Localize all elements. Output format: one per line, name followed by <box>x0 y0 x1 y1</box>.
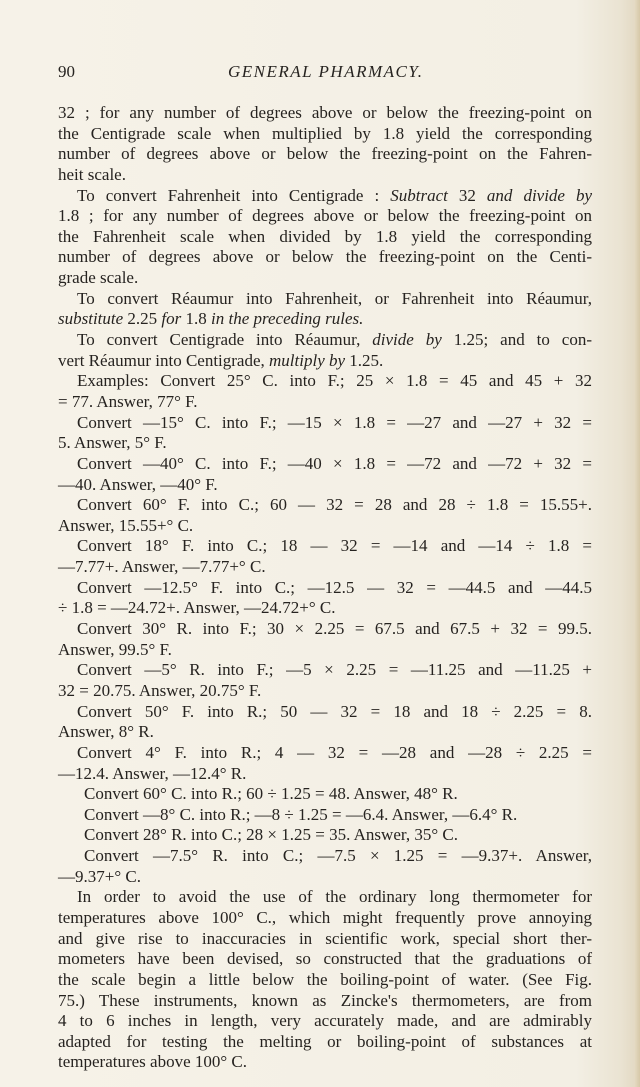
page-edge <box>634 0 640 1087</box>
text-line: temperatures above 100° C., which might frequently prove annoying <box>58 907 592 927</box>
example-line: 5. Answer, 5° F. <box>58 433 167 453</box>
text-line: vert Réaumur into Centigrade, multiply by 1.25. <box>58 350 384 370</box>
text-line: In order to avoid the use of the ordinary long thermometer for <box>77 887 592 907</box>
example-line: Convert —8° C. into R.; —8 ÷ 1.25 = —6.4. Answer, —6.4° R. <box>84 804 518 824</box>
text-line: mometers have been devised, so constructed that the graduations of <box>58 949 592 969</box>
text-line: grade scale. <box>58 268 139 288</box>
example-line: Answer, 8° R. <box>58 722 154 742</box>
page-number: 90 <box>58 62 75 81</box>
text-line: heit scale. <box>58 164 126 184</box>
text-line: the Fahrenheit scale when divided by 1.8 yield the corresponding <box>58 226 592 246</box>
text-line: 75.) These instruments, known as Zincke's thermometers, are from <box>58 990 592 1010</box>
text-line: number of degrees above or below the freezing-point on the Centi- <box>58 247 592 267</box>
text-line: number of degrees above or below the freezing-point on the Fahren- <box>58 144 592 164</box>
example-line: Answer, 15.55+° C. <box>58 515 194 535</box>
example-line: Convert 60° F. into C.; 60 — 32 = 28 and 28 ÷ 1.8 = 15.55+. <box>77 495 592 515</box>
example-line: Convert 18° F. into C.; 18 — 32 = —14 and —14 ÷ 1.8 = <box>77 536 592 556</box>
page-header <box>58 62 590 86</box>
text-line: To convert Centigrade into Réaumur, divide by 1.25; and to con- <box>77 330 593 350</box>
example-line: Examples: Convert 25° C. into F.; 25 × 1.8 = 45 and 45 + 32 <box>77 371 592 391</box>
text-line: and give rise to inaccuracies in scientific work, special short ther- <box>58 928 592 948</box>
text-line: 32 ; for any number of degrees above or below the freezing-point on <box>58 103 592 122</box>
example-line: —9.37+° C. <box>58 866 141 886</box>
example-line: = 77. Answer, 77° F. <box>58 391 198 411</box>
example-line: —12.4. Answer, —12.4° R. <box>58 763 247 783</box>
example-line: Answer, 99.5° F. <box>58 639 172 659</box>
example-line: ÷ 1.8 = —24.72+. Answer, —24.72+° C. <box>58 598 336 618</box>
example-line: Convert 28° R. into C.; 28 × 1.25 = 35. Answer, 35° C. <box>84 825 458 845</box>
example-line: Convert —15° C. into F.; —15 × 1.8 = —27 and —27 + 32 = <box>77 412 592 432</box>
example-line: —7.77+. Answer, —7.77+° C. <box>58 557 266 577</box>
running-head: GENERAL PHARMACY. <box>228 62 424 81</box>
text-line: the Centigrade scale when multiplied by 1.8 yield the corresponding <box>58 123 592 143</box>
example-line: Convert —5° R. into F.; —5 × 2.25 = —11.25 and —11.25 + <box>77 660 592 680</box>
text-line: the scale begin a little below the boiling-point of water. (See Fig. <box>58 969 592 989</box>
text-line: adapted for testing the melting or boiling-point of substances at <box>58 1031 592 1051</box>
text-line: To convert Fahrenheit into Centigrade : Subtract 32 and divide by <box>77 185 593 205</box>
example-line: Convert 30° R. into F.; 30 × 2.25 = 67.5 and 67.5 + 32 = 99.5. <box>77 619 592 639</box>
example-line: 32 = 20.75. Answer, 20.75° F. <box>58 680 262 700</box>
text-line: temperatures above 100° C. <box>58 1052 248 1072</box>
example-line: Convert —40° C. into F.; —40 × 1.8 = —72 and —72 + 32 = <box>77 453 592 473</box>
example-line: —40. Answer, —40° F. <box>58 474 218 494</box>
example-line: Convert —12.5° F. into C.; —12.5 — 32 = —44.5 and —44.5 <box>77 577 592 597</box>
text-line: 1.8 ; for any number of degrees above or below the freezing-point on <box>58 206 592 226</box>
text-line: To convert Réaumur into Fahrenheit, or Fahrenheit into Réaumur, <box>77 288 592 308</box>
example-line: Convert 50° F. into R.; 50 — 32 = 18 and 18 ÷ 2.25 = 8. <box>77 701 592 721</box>
example-line: Convert 60° C. into R.; 60 ÷ 1.25 = 48. Answer, 48° R. <box>84 784 458 804</box>
body-text <box>58 103 592 1073</box>
text-line: substitute 2.25 for 1.8 in the preceding rules. <box>58 309 364 329</box>
example-line: Convert —7.5° R. into C.; —7.5 × 1.25 = —9.37+. Answer, <box>84 846 592 866</box>
example-line: Convert 4° F. into R.; 4 — 32 = —28 and —28 ÷ 2.25 = <box>77 742 592 762</box>
text-line: 4 to 6 inches in length, very accurately made, and are admirably <box>58 1011 592 1031</box>
